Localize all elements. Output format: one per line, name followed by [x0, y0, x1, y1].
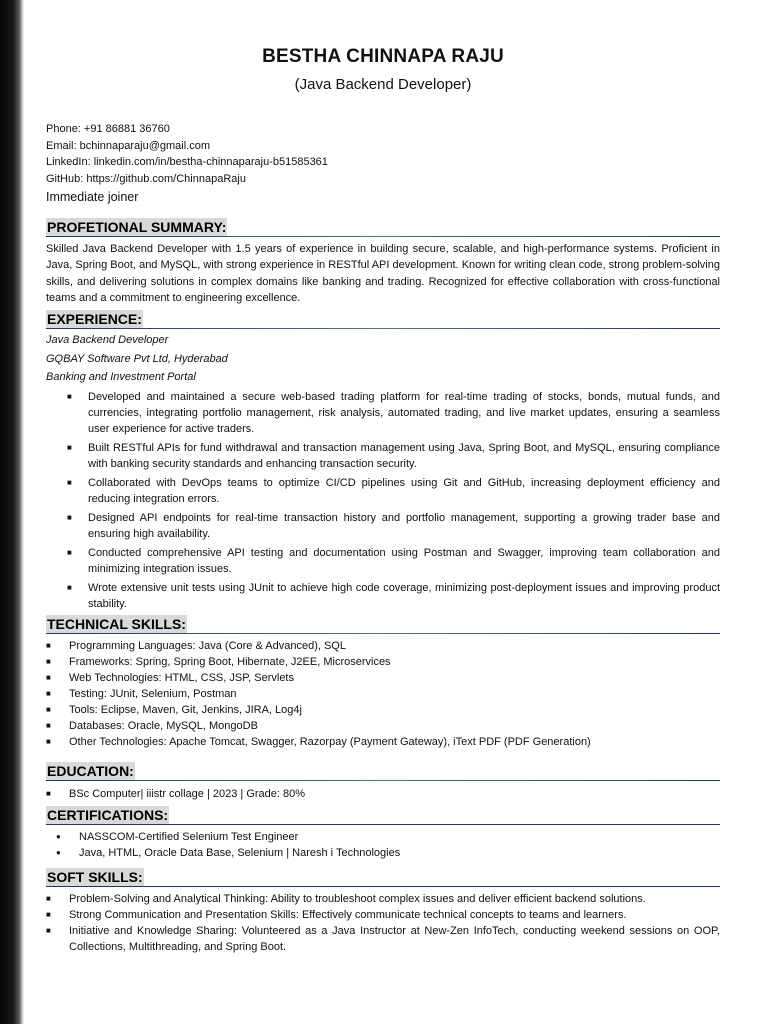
- contact-availability: Immediate joiner: [46, 190, 139, 204]
- square-bullet-icon: ■: [67, 583, 72, 592]
- square-bullet-icon: ■: [46, 894, 51, 903]
- list-item: ■ Web Technologies: HTML, CSS, JSP, Servlets: [46, 672, 294, 684]
- square-bullet-icon: ■: [46, 737, 51, 746]
- experience-company: GQBAY Software Pvt Ltd, Hyderabad: [46, 353, 228, 365]
- summary-section-header: [46, 218, 720, 237]
- section-heading-certifications: CERTIFICATIONS:: [47, 807, 169, 823]
- contact-linkedin: LinkedIn: linkedin.com/in/bestha-chinnaparaju-b51585361: [46, 156, 328, 168]
- contact-github: GitHub: https://github.com/ChinnapaRaju: [46, 172, 246, 185]
- experience-project: Banking and Investment Portal: [46, 371, 196, 383]
- list-item: ■ Testing: JUnit, Selenium, Postman: [46, 688, 237, 700]
- section-divider: [46, 824, 720, 825]
- square-bullet-icon: ■: [46, 641, 51, 650]
- soft-skills-section-header: [46, 868, 720, 887]
- list-item: ■ Frameworks: Spring, Spring Boot, Hibernate, J2EE, Microservices: [46, 656, 391, 668]
- section-heading-skills: TECHNICAL SKILLS:: [47, 616, 186, 632]
- list-item: ■ Programming Languages: Java (Core & Advanced), SQL: [46, 640, 346, 652]
- list-item: ■ Other Technologies: Apache Tomcat, Swagger, Razorpay (Payment Gateway), iText PDF (PDF Generation): [46, 736, 591, 748]
- list-item: ■ Built RESTful APIs for fund withdrawal and transaction management using Java, Spring Boot, and MySQL, ensuring compliance with banking security standards and enhancing transaction security.: [67, 442, 720, 470]
- skills-list: [46, 638, 720, 750]
- contact-email: Email: bchinnaparaju@gmail.com: [46, 139, 211, 152]
- list-item: ■ Developed and maintained a secure web-based trading platform for real-time trading of stocks, bonds, mutual funds, and currencies, integrating portfolio management, risk analysis, automated trading, and live market updates, ensuring a seamless user experience for active traders.: [67, 391, 720, 435]
- section-divider: [46, 780, 720, 781]
- soft-skills-list: [46, 891, 720, 955]
- list-item: ■ Wrote extensive unit tests using JUnit to achieve high code coverage, minimizing post-deployment issues and improving product stability.: [67, 582, 720, 610]
- list-item: ■ Strong Communication and Presentation Skills: Effectively communicate technical concepts to teams and learners.: [46, 909, 627, 921]
- list-item: ■ Databases: Oracle, MySQL, MongoDB: [46, 720, 258, 732]
- experience-section-header: [46, 310, 720, 329]
- list-item: ● NASSCOM-Certified Selenium Test Engineer: [56, 831, 299, 843]
- square-bullet-icon: ■: [46, 910, 51, 919]
- certifications-list: [56, 829, 720, 861]
- page-edge-shadow: [0, 0, 24, 1024]
- square-bullet-icon: ■: [67, 548, 72, 557]
- list-item: ■ Tools: Eclipse, Maven, Git, Jenkins, JIRA, Log4j: [46, 704, 302, 716]
- list-item: ■ Designed API endpoints for real-time transaction history and portfolio management, supporting a growing trader base and ensuring high availability.: [67, 512, 720, 540]
- square-bullet-icon: ■: [46, 689, 51, 698]
- candidate-title: (Java Backend Developer): [294, 76, 472, 93]
- round-bullet-icon: ●: [56, 832, 61, 841]
- education-list: [46, 786, 720, 802]
- square-bullet-icon: ■: [46, 721, 51, 730]
- section-divider: [46, 633, 720, 634]
- round-bullet-icon: ●: [56, 848, 61, 857]
- square-bullet-icon: ■: [46, 789, 51, 798]
- square-bullet-icon: ■: [67, 478, 72, 487]
- candidate-name: BESTHA CHINNAPA RAJU: [262, 46, 504, 67]
- contact-block: [46, 121, 328, 207]
- certifications-section-header: [46, 806, 720, 825]
- square-bullet-icon: ■: [46, 673, 51, 682]
- experience-role: Java Backend Developer: [46, 334, 169, 346]
- square-bullet-icon: ■: [67, 443, 72, 452]
- section-heading-experience: EXPERIENCE:: [47, 311, 142, 327]
- square-bullet-icon: ■: [46, 705, 51, 714]
- section-heading-summary: PROFETIONAL SUMMARY:: [47, 219, 227, 235]
- square-bullet-icon: ■: [67, 392, 72, 401]
- experience-bullet-list: [67, 389, 720, 615]
- contact-phone: Phone: +91 86881 36760: [46, 123, 170, 135]
- list-item: ■ Problem-Solving and Analytical Thinking: Ability to troubleshoot complex issues and deliver efficient backend solutions.: [46, 893, 646, 905]
- section-heading-education: EDUCATION:: [47, 763, 134, 779]
- section-divider: [46, 328, 720, 329]
- list-item: ■ Conducted comprehensive API testing and documentation using Postman and Swagger, improving team collaboration and minimizing integration issues.: [67, 547, 720, 575]
- skills-section-header: [46, 615, 720, 634]
- section-divider: [46, 236, 720, 237]
- square-bullet-icon: ■: [46, 926, 51, 935]
- list-item: ■ Collaborated with DevOps teams to optimize CI/CD pipelines using Git and GitHub, increasing deployment efficiency and reducing integration errors.: [67, 477, 720, 505]
- list-item: ● Java, HTML, Oracle Data Base, Selenium | Naresh i Technologies: [56, 847, 401, 859]
- education-section-header: [46, 762, 720, 781]
- summary-text: Skilled Java Backend Developer with 1.5 years of experience in building secure, scalable, and high-performance systems. Proficient in Java, Spring Boot, and MySQL, with strong experience in RESTful API development. Known for writing clean code, strong problem-solving skills, and delivering solutions in complex domains like banking and trading. Recognized for effective collaboration with cross-functional teams and a commitment to engineering excellence.: [46, 243, 720, 304]
- section-divider: [46, 886, 720, 887]
- section-heading-soft-skills: SOFT SKILLS:: [47, 869, 143, 885]
- square-bullet-icon: ■: [46, 657, 51, 666]
- square-bullet-icon: ■: [67, 513, 72, 522]
- list-item: ■ Initiative and Knowledge Sharing: Volunteered as a Java Instructor at New-Zen InfoTech, conducting weekend sessions on OOP, Collections, Multithreading, and Spring Boot.: [46, 925, 720, 953]
- list-item: ■ BSc Computer| iiistr collage | 2023 | Grade: 80%: [46, 788, 306, 800]
